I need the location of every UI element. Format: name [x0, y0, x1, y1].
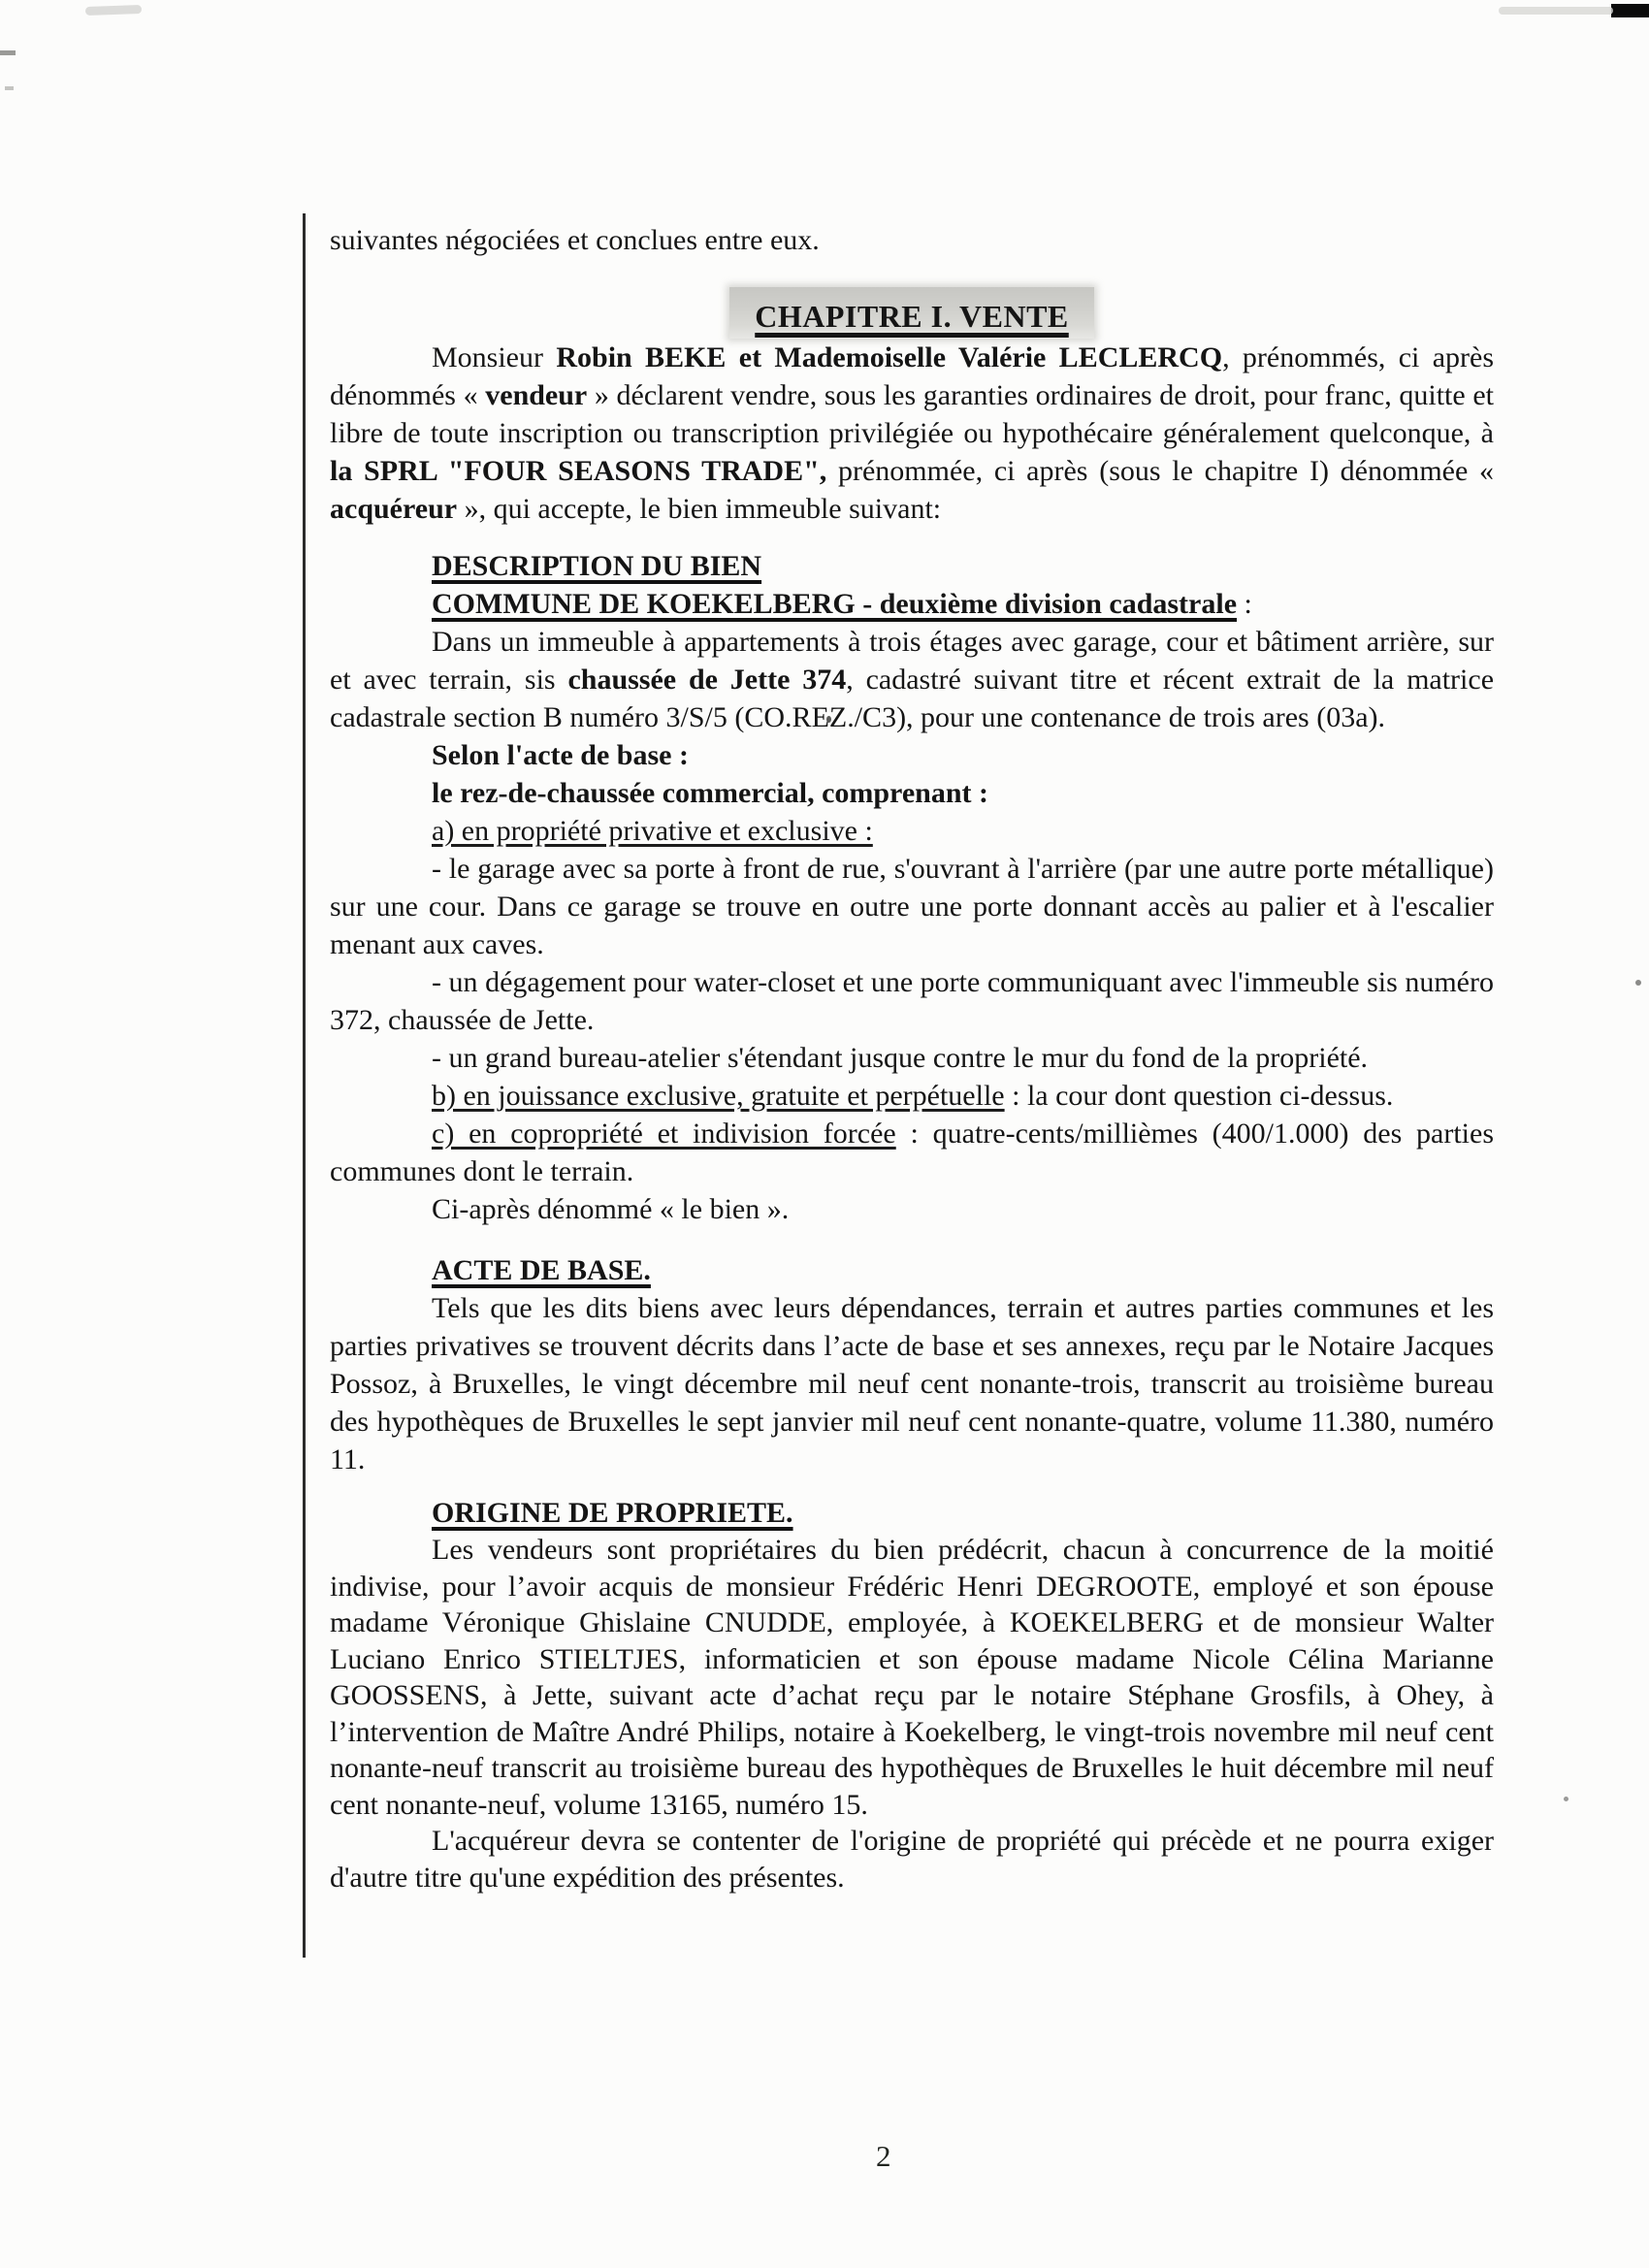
acte-de-base-paragraph: Tels que les dits biens avec leurs dépendances, terrain et autres parties communes et les parties privatives se trouvent décrits dans l’acte de base et ses annexes, reçu par le Notaire Jacques Possoz, à Bruxelles, le vingt décembre mil neuf cent nonante-trois, transcrit au troisième bureau des hypothèques de Bruxelles le sept janvier mil neuf cent nonante-quatre, volume 11.380, numéro 11.	[330, 1292, 1494, 1475]
ci-apres-line: Ci-après dénommé « le bien ».	[432, 1193, 790, 1225]
origine-paragraph: Les vendeurs sont propriétaires du bien prédécrit, chacun à concurrence de la moitié indivise, pour l’avoir acquis de monsieur Frédéric Henri DEGROOTE, employé et son épouse madame Véronique Ghislaine CNUDDE, employée, à KOEKELBERG et de monsieur Walter Luciano Enrico STIELTJES, informaticien et son épouse madame Nicole Célina Marianne GOOSSENS, à Jette, suivant acte d’achat reçu par le notaire Stéphane Grosfils, à Ohey, à l’intervention de Maître André Philips, notaire à Koekelberg, le vingt-trois novembre mil neuf cent nonante-neuf transcrit au troisième bureau des hypothèques de Bruxelles le huit décembre mil neuf cent nonante-neuf, volume 13165, numéro 15.	[330, 1534, 1494, 1821]
vente-buyer-company: la SPRL "FOUR SEASONS TRADE",	[330, 455, 827, 487]
commune-heading-line	[330, 585, 1494, 623]
vente-run: », qui accepte, le bien immeuble suivant:	[457, 493, 942, 525]
item-b-text: : la cour dont question ci-dessus.	[1004, 1080, 1394, 1112]
description-heading-line	[330, 547, 1494, 585]
item-c-label: c) en copropriété et indivision forcée	[432, 1118, 896, 1150]
acte-de-base-heading-line	[330, 1251, 1494, 1289]
vente-run: » déclarent vendre, sous les garanties ordinaires de droit, pour franc, quitte et libre de toute inscription ou transcription privilégiée ou hypothécaire généralement quelconque, à	[330, 379, 1494, 449]
scan-artifact-topleft-smudge	[85, 5, 142, 16]
document-body	[330, 221, 1494, 1896]
commune-heading-suffix: :	[1237, 588, 1252, 620]
origine-heading: ORIGINE DE PROPRIETE.	[432, 1497, 793, 1529]
paragraph-continuation: suivantes négociées et conclues entre eux.	[330, 224, 820, 256]
vente-vendeur-term: vendeur	[485, 379, 588, 411]
item-b-label: b) en jouissance exclusive, gratuite et perpétuelle	[432, 1080, 1005, 1112]
scan-artifact-corner-streak	[1499, 7, 1613, 15]
scan-artifact-corner-blotch	[1611, 4, 1649, 17]
chapter-heading	[330, 287, 1494, 339]
vente-sellers-names: Robin BEKE et Mademoiselle Valérie LECLERCQ	[556, 341, 1223, 373]
scan-artifact-dot-origine	[1564, 1797, 1568, 1801]
item-c-text: : quatre-cents/millièmes (400/1.000) des parties communes dont le terrain.	[330, 1118, 1495, 1187]
item-b-line	[330, 1077, 1494, 1115]
item-a-line	[330, 812, 1494, 850]
margin-rule	[303, 213, 306, 1958]
garage-paragraph: - le garage avec sa porte à front de rue, s'ouvrant à l'arrière (par une autre porte métallique) sur une cour. Dans ce garage se trouve en outre une porte donnant accès au palier et à l'escalier menant aux caves.	[330, 853, 1494, 960]
acte-de-base-heading: ACTE DE BASE.	[432, 1254, 651, 1286]
rez-de-chaussee-heading-line	[330, 774, 1494, 812]
immeuble-paragraph	[330, 623, 1494, 736]
chapter-title-text: CHAPITRE I. VENTE	[729, 287, 1094, 339]
bureau-paragraph: - un grand bureau-atelier s'étendant jusque contre le mur du fond de la propriété.	[432, 1042, 1369, 1074]
origine-closing-paragraph: L'acquéreur devra se contenter de l'origine de propriété qui précède et ne pourra exiger d'autre titre qu'une expédition des présentes.	[330, 1825, 1494, 1894]
item-a-label: a) en propriété privative et exclusive :	[432, 815, 873, 847]
origine-heading-line	[330, 1494, 1494, 1532]
vente-run: Monsieur	[432, 341, 557, 373]
immeuble-run: Dans un immeuble à appartements à trois étages avec garage, cour et bâtiment arrière, sur et avec terrain, sis	[330, 626, 1494, 696]
rez-de-chaussee-heading: le rez-de-chaussée commercial, comprenant :	[432, 777, 988, 809]
description-heading: DESCRIPTION DU BIEN	[432, 550, 762, 582]
vente-run: prénommée, ci après (sous le chapitre I) dénommée «	[826, 455, 1495, 487]
page-number: 2	[876, 2139, 891, 2173]
scan-artifact-left-dash	[0, 50, 16, 55]
vente-acquereur-term: acquéreur	[330, 493, 458, 525]
degagement-paragraph: - un dégagement pour water-closet et une porte communiquant avec l'immeuble sis numéro 372, chaussée de Jette.	[330, 966, 1494, 1036]
immeuble-address: chaussée de Jette 374	[567, 664, 847, 696]
item-c-paragraph	[330, 1115, 1494, 1190]
scan-artifact-left-dash-2	[5, 86, 14, 90]
selon-acte-heading-line	[330, 736, 1494, 774]
selon-acte-heading: Selon l'acte de base :	[432, 739, 689, 771]
immeuble-run: , cadastré suivant titre et récent extrait de la matrice cadastrale section B numéro 3/S/5 (CO.REZ./C3), pour une contenance de trois ares (03a).	[330, 664, 1495, 733]
scan-artifact-dot-right-margin	[1635, 980, 1641, 986]
vente-run: , prénommés, ci après dénommés «	[330, 341, 1494, 411]
commune-heading: COMMUNE DE KOEKELBERG - deuxième division cadastrale	[432, 588, 1238, 620]
vente-paragraph	[330, 339, 1494, 528]
